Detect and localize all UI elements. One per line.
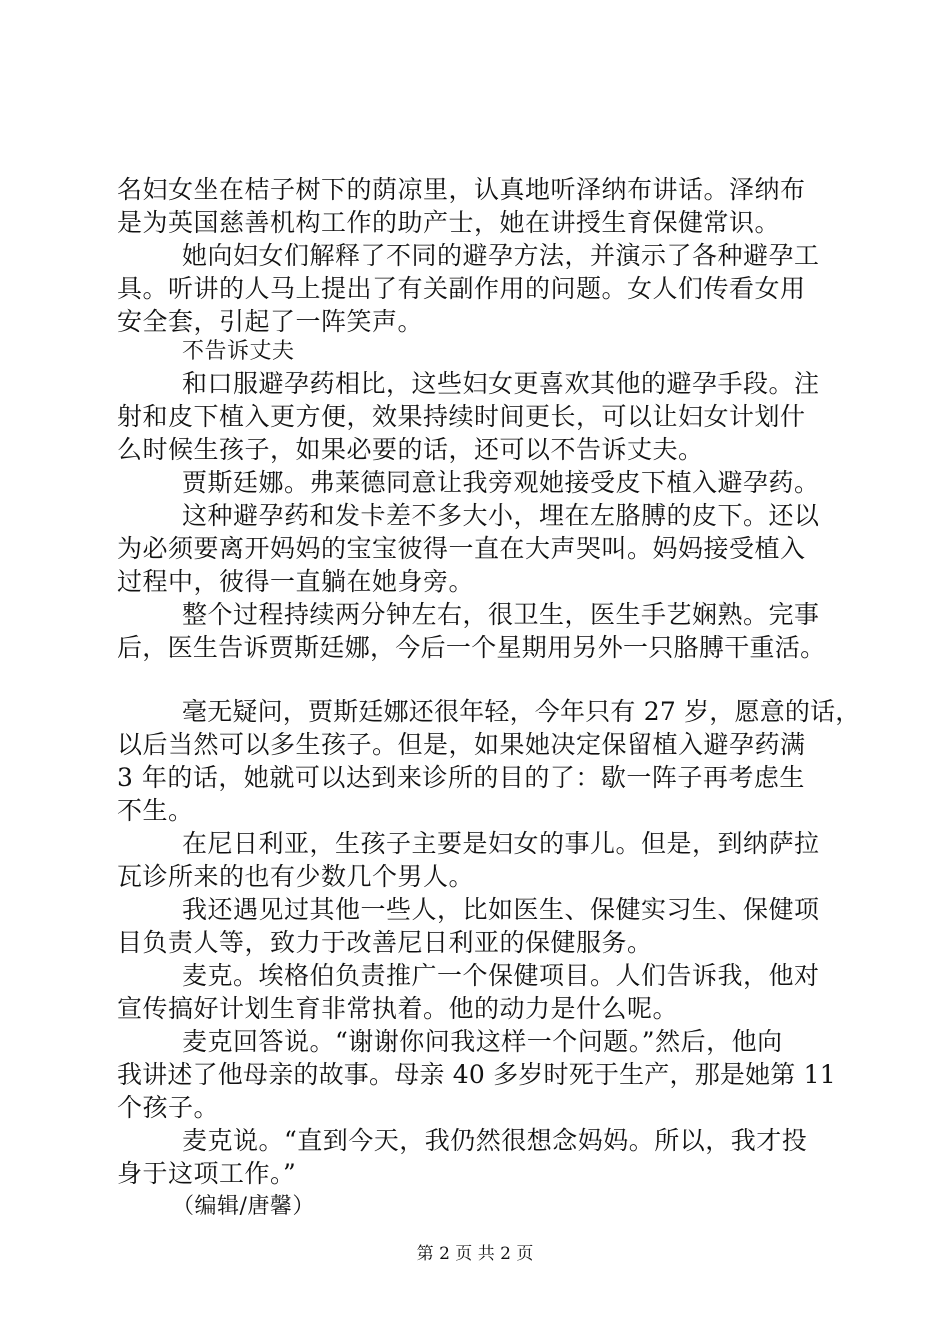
text-line: 目负责人等，致力于改善尼日利亚的保健服务。 bbox=[117, 928, 653, 957]
text-line: 宣传搞好计划生育非常执着。他的动力是什么呢。 bbox=[117, 994, 679, 1023]
text-line: 名妇女坐在桔子树下的荫凉里，认真地听泽纳布讲话。泽纳布 bbox=[117, 175, 806, 204]
text-line: 是为英国慈善机构工作的助产士，她在讲授生育保健常识。 bbox=[117, 208, 781, 237]
text-line: 具。听讲的人马上提出了有关副作用的问题。女人们传看女用 bbox=[117, 274, 806, 303]
text-line: 3 年的话，她就可以达到来诊所的目的了：歇一阵子再考虑生 bbox=[117, 763, 805, 792]
text-line: 以后当然可以多生孩子。但是，如果她决定保留植入避孕药满 bbox=[117, 730, 806, 759]
text-line: 安全套，引起了一阵笑声。 bbox=[117, 307, 424, 336]
text-line: 瓦诊所来的也有少数几个男人。 bbox=[117, 862, 475, 891]
editor-credit: （编辑/唐馨） bbox=[172, 1194, 315, 1219]
text-line: 在尼日利亚，生孩子主要是妇女的事儿。但是，到纳萨拉 bbox=[182, 829, 820, 858]
text-line: 过程中，彼得一直躺在她身旁。 bbox=[117, 567, 475, 596]
page-footer: 第 2 页 共 2 页 bbox=[416, 1244, 534, 1264]
section-heading: 不告诉丈夫 bbox=[182, 339, 295, 364]
text-line: 麦克说。“直到今天，我仍然很想念妈妈。所以，我才投 bbox=[182, 1126, 808, 1155]
text-line: 她向妇女们解释了不同的避孕方法，并演示了各种避孕工 bbox=[182, 241, 820, 270]
text-line: 麦克。埃格伯负责推广一个保健项目。人们告诉我，他对 bbox=[182, 961, 820, 990]
text-line: 毫无疑问，贾斯廷娜还很年轻，今年只有 27 岁，愿意的话， bbox=[182, 697, 861, 726]
text-line: 麦克回答说。“谢谢你问我这样一个问题。”然后，他向 bbox=[182, 1027, 783, 1056]
text-line: 么时候生孩子，如果必要的话，还可以不告诉丈夫。 bbox=[117, 435, 704, 464]
text-line: 为必须要离开妈妈的宝宝彼得一直在大声哭叫。妈妈接受植入 bbox=[117, 534, 806, 563]
text-line: 后，医生告诉贾斯廷娜，今后一个星期用另外一只胳膊干重活。 bbox=[117, 633, 826, 662]
text-line: 贾斯廷娜。弗莱德同意让我旁观她接受皮下植入避孕药。 bbox=[182, 468, 820, 497]
text-line: 整个过程持续两分钟左右，很卫生，医生手艺娴熟。完事 bbox=[182, 600, 820, 629]
text-line: 这种避孕药和发卡差不多大小，埋在左胳膊的皮下。还以 bbox=[182, 501, 820, 530]
text-line: 个孩子。 bbox=[117, 1093, 220, 1122]
text-line: 和口服避孕药相比，这些妇女更喜欢其他的避孕手段。注 bbox=[182, 369, 820, 398]
text-line: 射和皮下植入更方便，效果持续时间更长，可以让妇女计划什 bbox=[117, 402, 806, 431]
text-line: 我还遇见过其他一些人，比如医生、保健实习生、保健项 bbox=[182, 895, 820, 924]
text-line: 身于这项工作。” bbox=[117, 1159, 297, 1188]
text-line: 不生。 bbox=[117, 796, 194, 825]
text-line: 我讲述了他母亲的故事。母亲 40 多岁时死于生产，那是她第 11 bbox=[117, 1060, 836, 1089]
